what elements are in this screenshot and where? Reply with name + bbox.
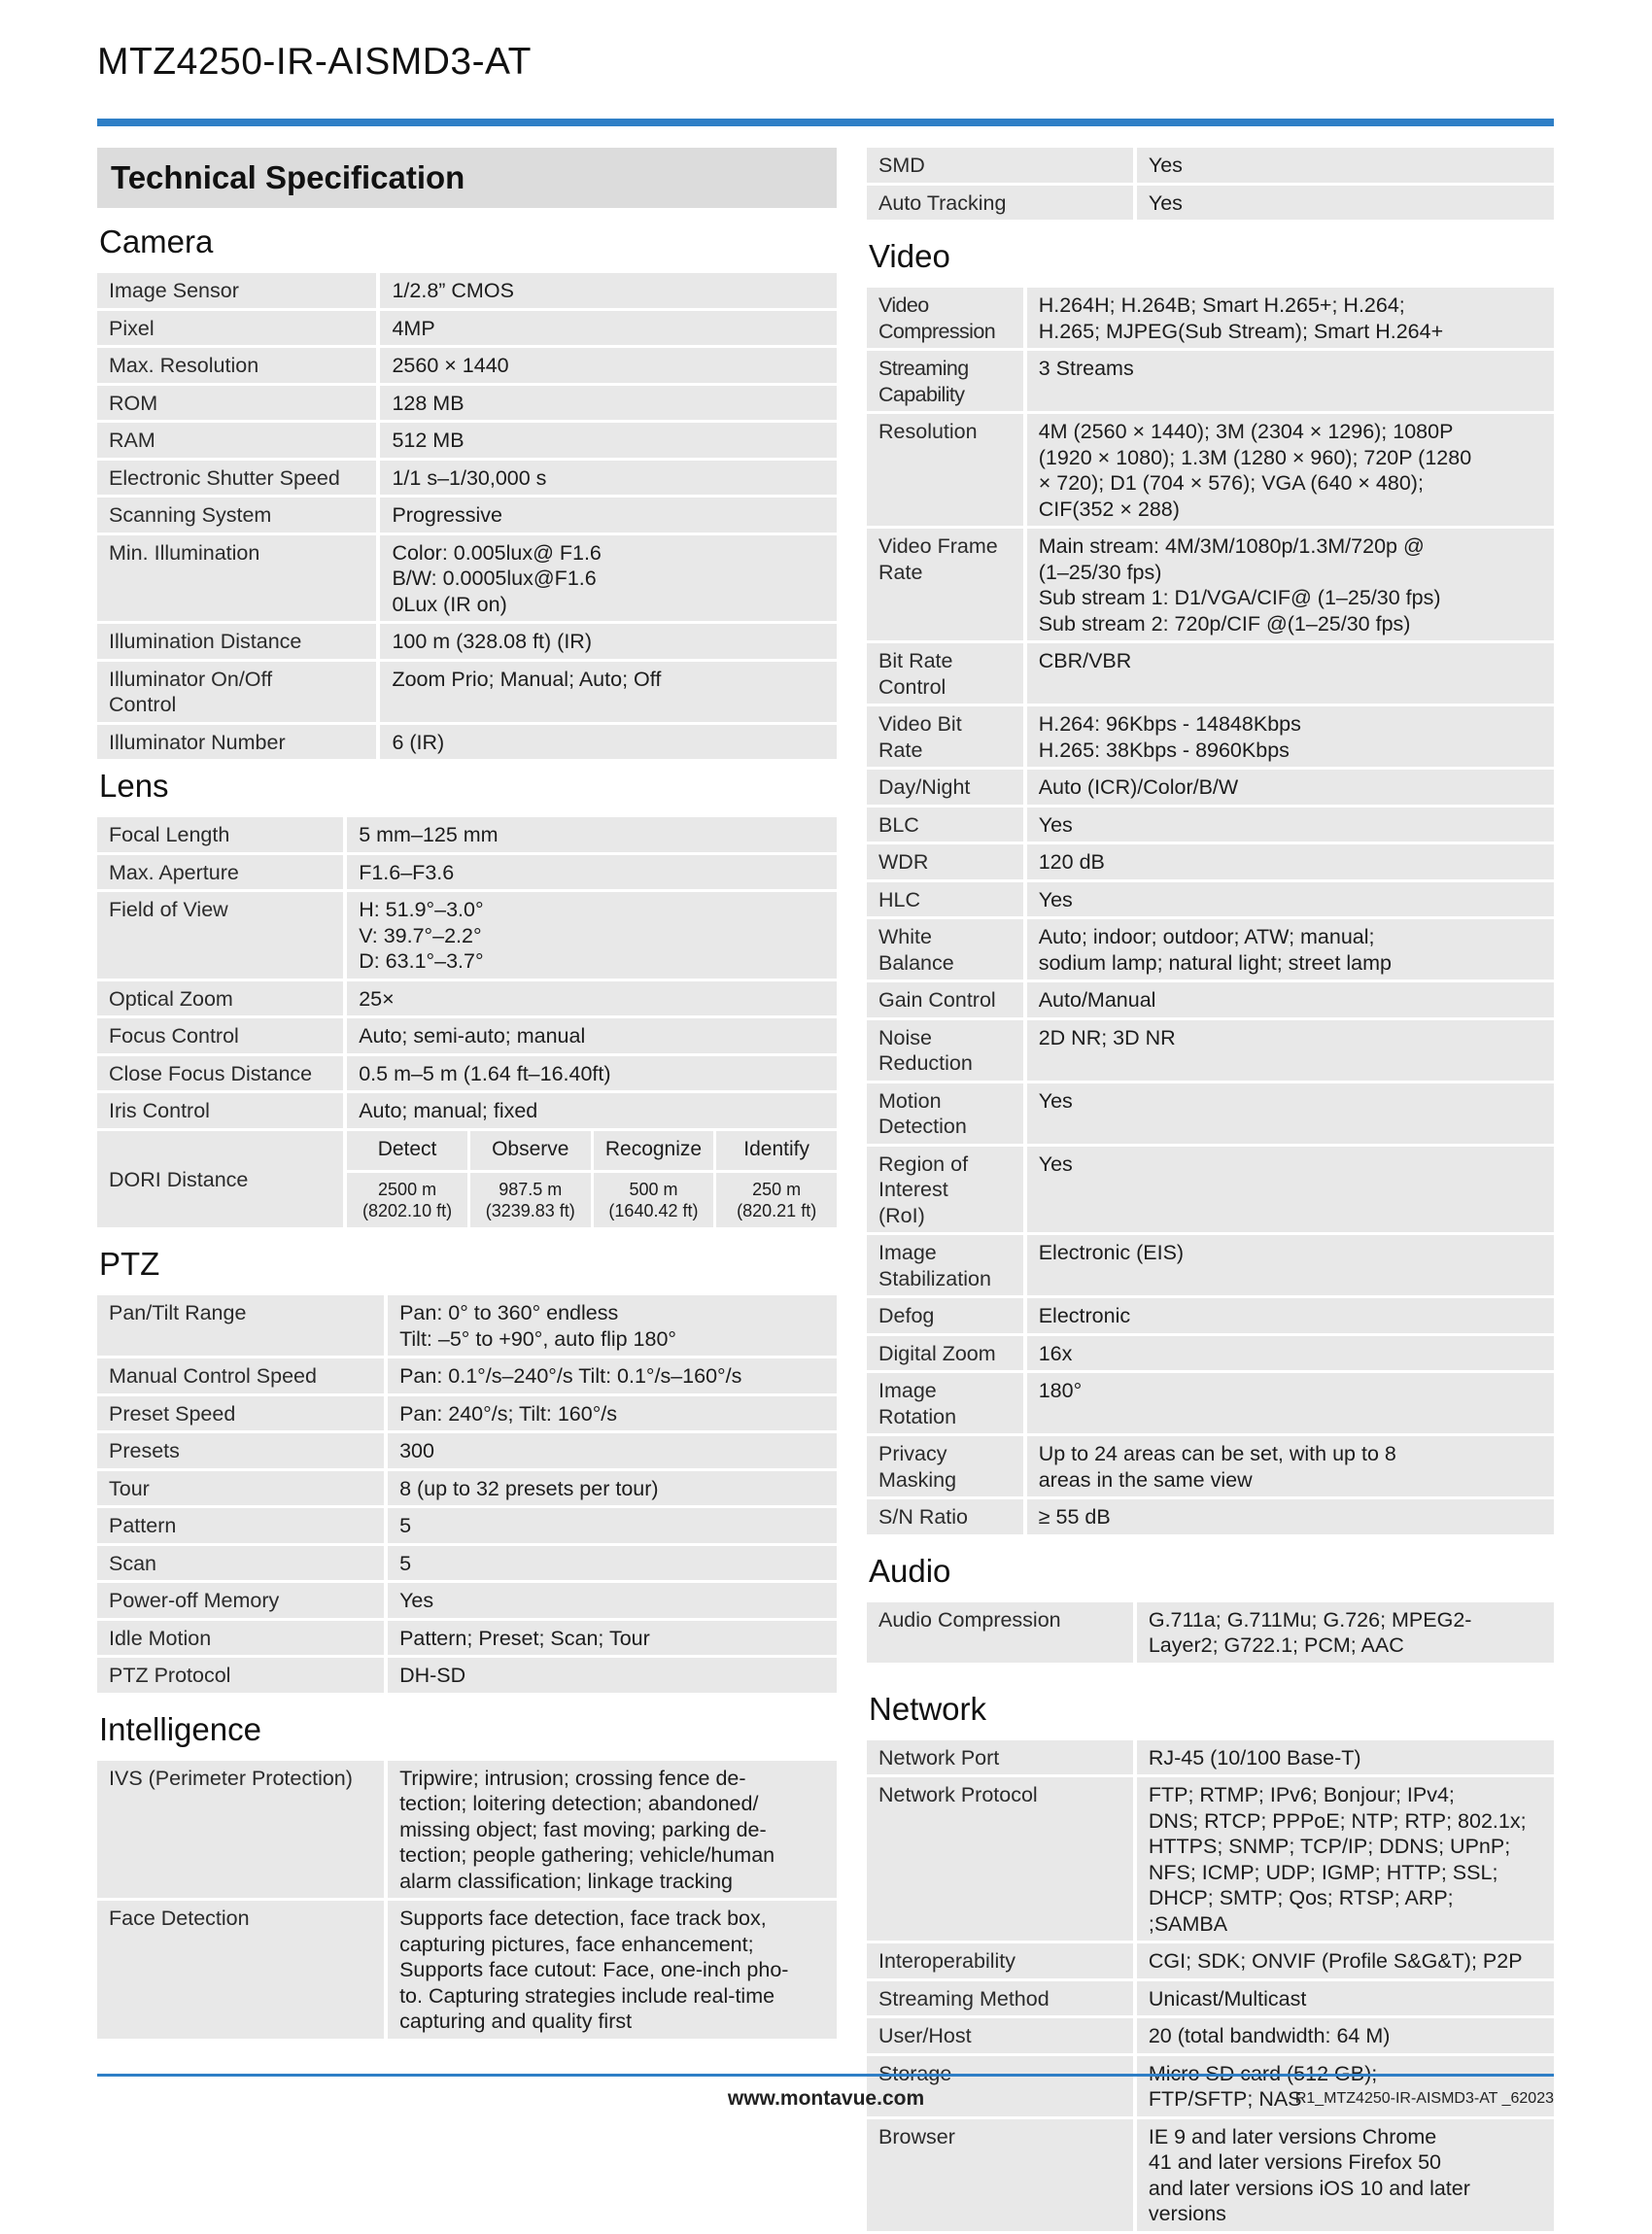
spec-value: 512 MB <box>380 423 837 458</box>
spec-value: Yes <box>1027 1083 1554 1144</box>
spec-value: Pan: 0.1°/s–240°/s Tilt: 0.1°/s–160°/s <box>388 1358 837 1393</box>
spec-value: 20 (total bandwidth: 64 M) <box>1137 2018 1554 2053</box>
spec-row <box>867 770 1554 805</box>
spec-value: 1/2.8” CMOS <box>380 273 837 308</box>
spec-label: Tour <box>97 1471 388 1506</box>
dori-value: 500 m (1640.42 ft) <box>594 1173 714 1227</box>
spec-label: Interoperability <box>867 1943 1137 1978</box>
spec-row <box>867 1147 1554 1233</box>
page-title: MTZ4250-IR-AISMD3-AT <box>97 41 532 83</box>
spec-row <box>867 808 1554 842</box>
spec-value: 5 <box>388 1546 837 1581</box>
video-spec-table <box>867 285 1554 1537</box>
spec-row <box>867 1943 1554 1978</box>
spec-label: Image Sensor <box>97 273 380 308</box>
spec-value: 5 mm–125 mm <box>347 817 837 852</box>
spec-row <box>97 1018 837 1053</box>
spec-value: Zoom Prio; Manual; Auto; Off <box>380 662 837 722</box>
spec-value: 3 Streams <box>1027 351 1554 411</box>
spec-row <box>97 386 837 421</box>
spec-row <box>97 1056 837 1091</box>
dori-value: 2500 m (8202.10 ft) <box>347 1173 467 1227</box>
spec-value: 180° <box>1027 1373 1554 1433</box>
footer-rule <box>97 2074 1554 2077</box>
spec-label: Image Stabilization <box>867 1235 1027 1295</box>
spec-label: Field of View <box>97 892 347 979</box>
spec-value: Color: 0.005lux@ F1.6 B/W: 0.0005lux@F1.6 0Lux (IR on) <box>380 535 837 622</box>
spec-row <box>97 892 837 979</box>
footer-document-code: R1_MTZ4250-IR-AISMD3-AT _62023 <box>1294 2090 1554 2107</box>
spec-row <box>867 1235 1554 1295</box>
spec-label: Face Detection <box>97 1901 388 2039</box>
spec-row <box>97 1471 837 1506</box>
camera-spec-table <box>97 270 837 762</box>
spec-row <box>97 461 837 496</box>
dori-value: 987.5 m (3239.83 ft) <box>470 1173 591 1227</box>
spec-row <box>97 981 837 1016</box>
spec-row <box>97 311 837 346</box>
spec-value: 4M (2560 × 1440); 3M (2304 × 1296); 1080P (1920 × 1080); 1.3M (1280 × 960); 720P (1280 × 720); D1 (704 × 576); VGA (640 × 480); CIF(352 × 288) <box>1027 414 1554 526</box>
spec-value: Auto; semi-auto; manual <box>347 1018 837 1053</box>
spec-row <box>867 844 1554 879</box>
spec-value: IE 9 and later versions Chrome 41 and later versions Firefox 50 and later versions iOS 10 and later versions <box>1137 2119 1554 2231</box>
spec-value: Auto (ICR)/Color/B/W <box>1027 770 1554 805</box>
spec-label: Auto Tracking <box>867 186 1137 221</box>
spec-label: Focal Length <box>97 817 347 852</box>
spec-row <box>97 535 837 622</box>
spec-value: Yes <box>1027 808 1554 842</box>
spec-row <box>97 348 837 383</box>
dori-row <box>97 1131 837 1228</box>
spec-row <box>97 1295 837 1356</box>
spec-row <box>867 919 1554 980</box>
spec-row <box>867 1436 1554 1496</box>
spec-row <box>867 1602 1554 1663</box>
camera-section-title: Camera <box>99 223 214 259</box>
spec-row <box>97 1433 837 1468</box>
spec-row <box>97 1396 837 1431</box>
dori-header: Detect <box>347 1131 467 1171</box>
lens-spec-table <box>97 814 837 1230</box>
spec-value: 2560 × 1440 <box>380 348 837 383</box>
spec-row <box>97 1508 837 1543</box>
intelligence-spec-table <box>97 1758 837 2042</box>
spec-label: Manual Control Speed <box>97 1358 388 1393</box>
spec-row <box>867 1336 1554 1371</box>
spec-label: Defog <box>867 1298 1027 1333</box>
spec-value: Auto; indoor; outdoor; ATW; manual; sodium lamp; natural light; street lamp <box>1027 919 1554 980</box>
spec-row <box>867 1083 1554 1144</box>
spec-row <box>97 817 837 852</box>
spec-label: IVS (Perimeter Protection) <box>97 1761 388 1899</box>
spec-row <box>867 706 1554 767</box>
spec-row <box>97 423 837 458</box>
spec-row <box>97 624 837 659</box>
lens-section-title: Lens <box>99 768 169 804</box>
spec-label: PTZ Protocol <box>97 1658 388 1693</box>
dori-label: DORI Distance <box>97 1131 347 1228</box>
spec-row <box>867 882 1554 917</box>
spec-label: Scan <box>97 1546 388 1581</box>
spec-row <box>867 1777 1554 1941</box>
spec-value: 2D NR; 3D NR <box>1027 1020 1554 1081</box>
spec-value: Pattern; Preset; Scan; Tour <box>388 1621 837 1656</box>
spec-row <box>867 982 1554 1017</box>
spec-row <box>867 1499 1554 1534</box>
spec-value: Unicast/Multicast <box>1137 1981 1554 2016</box>
spec-label: Browser <box>867 2119 1137 2231</box>
spec-value: H.264: 96Kbps - 14848Kbps H.265: 38Kbps - 8960Kbps <box>1027 706 1554 767</box>
spec-value: FTP/SFTP; NAS <box>1137 2056 1554 2116</box>
spec-label: Privacy Masking <box>867 1436 1027 1496</box>
spec-row <box>867 1373 1554 1433</box>
spec-label: WDR <box>867 844 1027 879</box>
spec-value: 300 <box>388 1433 837 1468</box>
spec-label: Illumination Distance <box>97 624 380 659</box>
spec-value: 8 (up to 32 presets per tour) <box>388 1471 837 1506</box>
spec-label: Pan/Tilt Range <box>97 1295 388 1356</box>
spec-value: Yes <box>1027 882 1554 917</box>
spec-value: Pan: 240°/s; Tilt: 160°/s <box>388 1396 837 1431</box>
spec-value: Auto/Manual <box>1027 982 1554 1017</box>
spec-label: Network Protocol <box>867 1777 1137 1941</box>
spec-value: H: 51.9°–3.0° V: 39.7°–2.2° D: 63.1°–3.7° <box>347 892 837 979</box>
spec-value: Electronic <box>1027 1298 1554 1333</box>
network-spec-table <box>867 1737 1554 2234</box>
spec-label: Optical Zoom <box>97 981 347 1016</box>
spec-value: Pan: 0° to 360° endless Tilt: –5° to +90°, auto flip 180° <box>388 1295 837 1356</box>
spec-value: F1.6–F3.6 <box>347 855 837 890</box>
spec-value: Yes <box>1137 148 1554 183</box>
spec-label: Max. Aperture <box>97 855 347 890</box>
spec-label: Illuminator On/Off Control <box>97 662 380 722</box>
spec-label: Region of Interest (RoI) <box>867 1147 1027 1233</box>
spec-value: 120 dB <box>1027 844 1554 879</box>
smd-tracking-table <box>867 145 1554 223</box>
spec-row <box>867 1020 1554 1081</box>
dori-header: Observe <box>470 1131 591 1171</box>
spec-label: Video Bit Rate <box>867 706 1027 767</box>
spec-label: S/N Ratio <box>867 1499 1027 1534</box>
spec-label: Focus Control <box>97 1018 347 1053</box>
spec-label: Scanning System <box>97 498 380 533</box>
spec-label: Network Port <box>867 1740 1137 1775</box>
dori-value: 250 m (820.21 ft) <box>716 1173 837 1227</box>
spec-label: BLC <box>867 808 1027 842</box>
spec-row <box>97 1546 837 1581</box>
spec-label: SMD <box>867 148 1137 183</box>
spec-row <box>97 1761 837 1899</box>
spec-row <box>867 414 1554 526</box>
video-section-title: Video <box>869 238 950 274</box>
spec-label: Motion Detection <box>867 1083 1027 1144</box>
network-section-title: Network <box>869 1690 987 1727</box>
spec-value: 0.5 m–5 m (1.64 ft–16.40ft) <box>347 1056 837 1091</box>
audio-spec-table <box>867 1599 1554 1666</box>
right-column <box>867 148 1554 2234</box>
spec-value: Up to 24 areas can be set, with up to 8 areas in the same view <box>1027 1436 1554 1496</box>
spec-label: HLC <box>867 882 1027 917</box>
spec-value: H.264H; H.264B; Smart H.265+; H.264; H.265; MJPEG(Sub Stream); Smart H.264+ <box>1027 288 1554 348</box>
header-rule <box>97 119 1554 126</box>
spec-row <box>867 643 1554 704</box>
spec-value: Auto; manual; fixed <box>347 1093 837 1128</box>
spec-row <box>97 273 837 308</box>
spec-label: Audio Compression <box>867 1602 1137 1663</box>
spec-row <box>97 662 837 722</box>
left-column <box>97 148 837 2042</box>
spec-row <box>97 498 837 533</box>
spec-row <box>97 1583 837 1618</box>
ptz-spec-table <box>97 1292 837 1696</box>
spec-label: Noise Reduction <box>867 1020 1027 1081</box>
spec-label: Max. Resolution <box>97 348 380 383</box>
dori-header: Identify <box>716 1131 837 1171</box>
spec-row <box>867 1298 1554 1333</box>
spec-label: Digital Zoom <box>867 1336 1027 1371</box>
spec-row <box>97 1093 837 1128</box>
spec-row <box>867 148 1554 183</box>
spec-label: Close Focus Distance <box>97 1056 347 1091</box>
spec-value: CBR/VBR <box>1027 643 1554 704</box>
spec-value: Tripwire; intrusion; crossing fence de- tection; loitering detection; abandoned/ missing object; fast moving; parking de- tection; people gathering; vehicle/human alarm classification; linkage tracking <box>388 1761 837 1899</box>
spec-label: Pixel <box>97 311 380 346</box>
spec-label: Power-off Memory <box>97 1583 388 1618</box>
spec-value: Supports face detection, face track box, capturing pictures, face enhancement; Supports face cutout: Face, one-inch pho- to. Capturing strategies include real-time capturing and quality first <box>388 1901 837 2039</box>
footer-website-link[interactable]: www.montavue.com <box>727 2087 925 2110</box>
spec-label: Electronic Shutter Speed <box>97 461 380 496</box>
spec-label: Bit Rate Control <box>867 643 1027 704</box>
spec-value: 100 m (328.08 ft) (IR) <box>380 624 837 659</box>
spec-label: ROM <box>97 386 380 421</box>
spec-value: DH-SD <box>388 1658 837 1693</box>
spec-value: Progressive <box>380 498 837 533</box>
spec-label: Iris Control <box>97 1093 347 1128</box>
spec-label: Streaming Method <box>867 1981 1137 2016</box>
spec-row <box>97 1621 837 1656</box>
spec-value: G.711a; G.711Mu; G.726; MPEG2- Layer2; G722.1; PCM; AAC <box>1137 1602 1554 1663</box>
spec-row <box>97 725 837 760</box>
spec-row <box>867 2018 1554 2053</box>
spec-value: FTP; RTMP; IPv6; Bonjour; IPv4; DNS; RTCP; PPPoE; NTP; RTP; 802.1x; HTTPS; SNMP; TCP/IP; DDNS; UPnP; NFS; ICMP; UDP; IGMP; HTTP; SSL; DHCP; SMTP; Qos; RTSP; ARP; ;SAMBA <box>1137 1777 1554 1941</box>
spec-row <box>97 1901 837 2039</box>
spec-label: Gain Control <box>867 982 1027 1017</box>
spec-label: Resolution <box>867 414 1027 526</box>
spec-row <box>867 186 1554 221</box>
spec-label: Video Compression <box>867 288 1027 348</box>
spec-value: Main stream: 4M/3M/1080p/1.3M/720p @ (1–25/30 fps) Sub stream 1: D1/VGA/CIF@ (1–25/30 fps) Sub stream 2: 720p/CIF @(1–25/30 fps) <box>1027 529 1554 640</box>
spec-label: Min. Illumination <box>97 535 380 622</box>
spec-label: Image Rotation <box>867 1373 1027 1433</box>
dori-header: Recognize <box>594 1131 714 1171</box>
spec-row <box>867 1981 1554 2016</box>
spec-label: Pattern <box>97 1508 388 1543</box>
spec-label: Day/Night <box>867 770 1027 805</box>
intelligence-section-title: Intelligence <box>99 1710 261 1747</box>
spec-value: ≥ 55 dB <box>1027 1499 1554 1534</box>
spec-row <box>867 1740 1554 1775</box>
spec-value: 6 (IR) <box>380 725 837 760</box>
spec-row <box>867 529 1554 640</box>
spec-value: 5 <box>388 1508 837 1543</box>
technical-specification-heading: Technical Specification <box>97 148 837 208</box>
spec-value: 25× <box>347 981 837 1016</box>
spec-value: Yes <box>1137 186 1554 221</box>
spec-label: RAM <box>97 423 380 458</box>
spec-label: Presets <box>97 1433 388 1468</box>
spec-label: Illuminator Number <box>97 725 380 760</box>
spec-value: Electronic (EIS) <box>1027 1235 1554 1295</box>
spec-value: Yes <box>388 1583 837 1618</box>
spec-value: 128 MB <box>380 386 837 421</box>
spec-label: White Balance <box>867 919 1027 980</box>
spec-row <box>867 2119 1554 2231</box>
spec-value: 16x <box>1027 1336 1554 1371</box>
spec-value: Yes <box>1027 1147 1554 1233</box>
spec-label: User/Host <box>867 2018 1137 2053</box>
spec-row <box>97 855 837 890</box>
spec-label: Idle Motion <box>97 1621 388 1656</box>
spec-value: 1/1 s–1/30,000 s <box>380 461 837 496</box>
spec-row <box>867 351 1554 411</box>
spec-value: 4MP <box>380 311 837 346</box>
ptz-section-title: PTZ <box>99 1246 160 1282</box>
spec-row <box>97 1658 837 1693</box>
spec-label: Streaming Capability <box>867 351 1027 411</box>
spec-row <box>97 1358 837 1393</box>
spec-value: CGI; SDK; ONVIF (Profile S&G&T); P2P <box>1137 1943 1554 1978</box>
spec-label: Video Frame Rate <box>867 529 1027 640</box>
spec-row <box>867 288 1554 348</box>
audio-section-title: Audio <box>869 1552 951 1589</box>
spec-label: Preset Speed <box>97 1396 388 1431</box>
spec-value: RJ-45 (10/100 Base-T) <box>1137 1740 1554 1775</box>
dori-grid <box>347 1131 837 1228</box>
